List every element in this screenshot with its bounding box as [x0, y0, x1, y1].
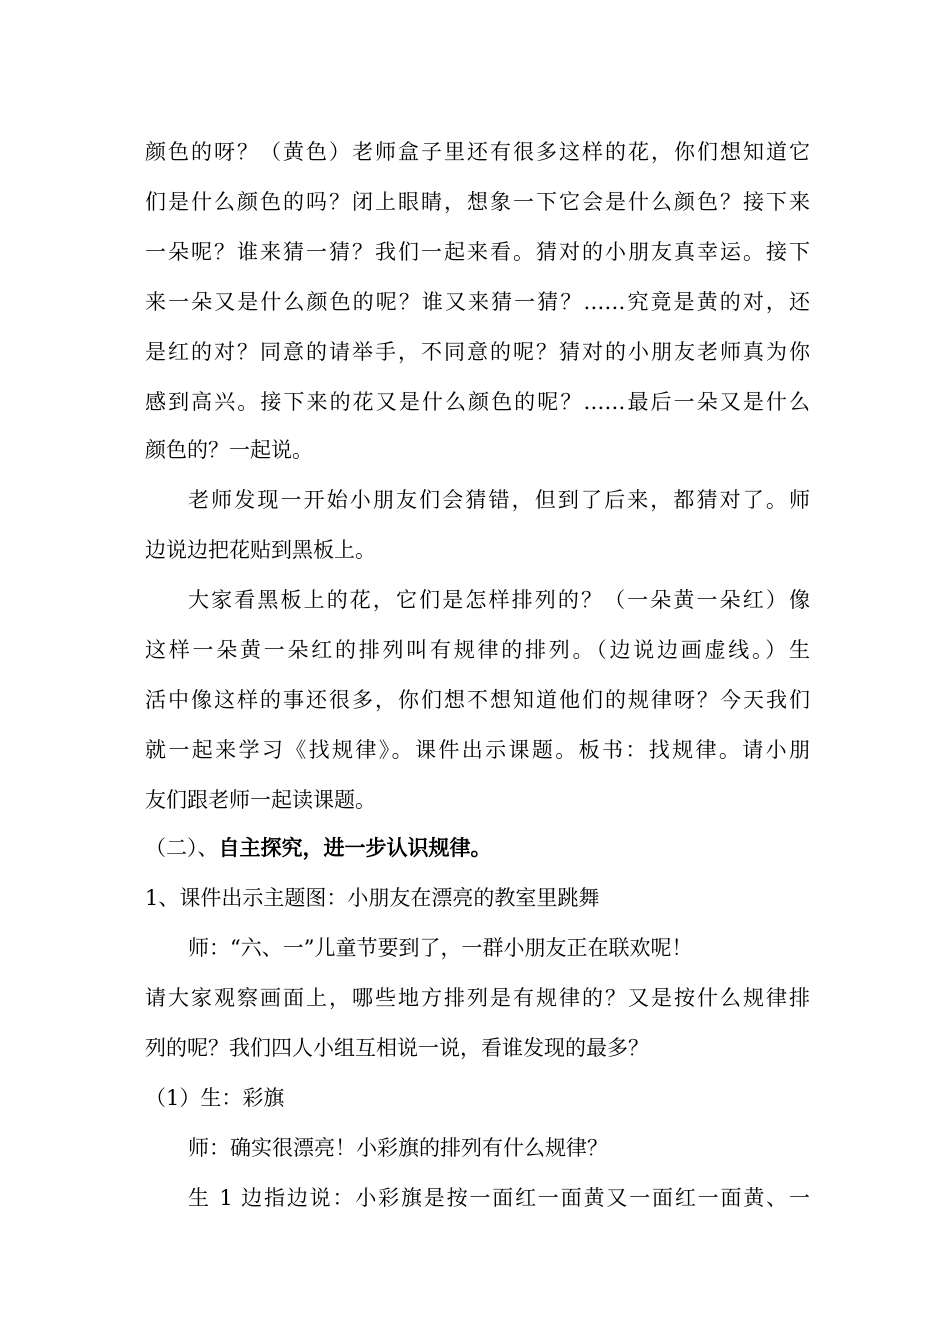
text-line: 这样一朵黄一朵红的排列叫有规律的排列。（边说边画虚线。）生 — [145, 638, 810, 662]
text-line: 来一朵又是什么颜色的呢？谁又来猜一猜？……究竟是黄的对，还 — [145, 290, 810, 314]
text-line: 师：确实很漂亮！小彩旗的排列有什么规律？ — [188, 1136, 608, 1160]
text-line: 是红的对？同意的请举手，不同意的呢？猜对的小朋友老师真为你 — [145, 340, 810, 364]
text-line: 颜色的？一起说。 — [145, 438, 313, 462]
text-line: 边说边把花贴到黑板上。 — [145, 538, 376, 562]
section-heading — [145, 833, 810, 863]
text-line: 一朵呢？谁来猜一猜？我们一起来看。猜对的小朋友真幸运。接下 — [145, 240, 810, 264]
text-line: 大家看黑板上的花，它们是怎样排列的？（一朵黄一朵红）像 — [188, 588, 810, 612]
text-line: 请大家观察画面上，哪些地方排列是有规律的？又是按什么规律排 — [145, 986, 810, 1010]
section-heading-prefix: （二）、 — [145, 836, 219, 860]
text-line: 1、课件出示主题图：小朋友在漂亮的教室里跳舞 — [145, 886, 600, 910]
text-line: 列的呢？我们四人小组互相说一说，看谁发现的最多？ — [145, 1036, 649, 1060]
text-line: 们是什么颜色的吗？闭上眼睛，想象一下它会是什么颜色？接下来 — [145, 190, 810, 214]
text-line: 颜色的呀？（黄色）老师盒子里还有很多这样的花，你们想知道它 — [145, 140, 810, 164]
text-line: 师：“六、一”儿童节要到了，一群小朋友正在联欢呢！ — [188, 936, 693, 960]
text-line: 活中像这样的事还很多，你们想不想知道他们的规律呀？今天我们 — [145, 688, 810, 712]
text-line: （1）生：彩旗 — [145, 1086, 285, 1110]
text-line: 就一起来学习《找规律》。课件出示课题。板书：找规律。请小朋 — [145, 738, 810, 762]
text-line: 感到高兴。接下来的花又是什么颜色的呢？……最后一朵又是什么 — [145, 390, 810, 414]
text-line: 老师发现一开始小朋友们会猜错，但到了后来，都猜对了。师 — [188, 488, 810, 512]
text-line: 友们跟老师一起读课题。 — [145, 788, 376, 812]
text-line: 生 1 边指边说：小彩旗是按一面红一面黄又一面红一面黄、一 — [188, 1186, 810, 1210]
section-heading-text: 自主探究，进一步认识规律。 — [218, 835, 492, 860]
